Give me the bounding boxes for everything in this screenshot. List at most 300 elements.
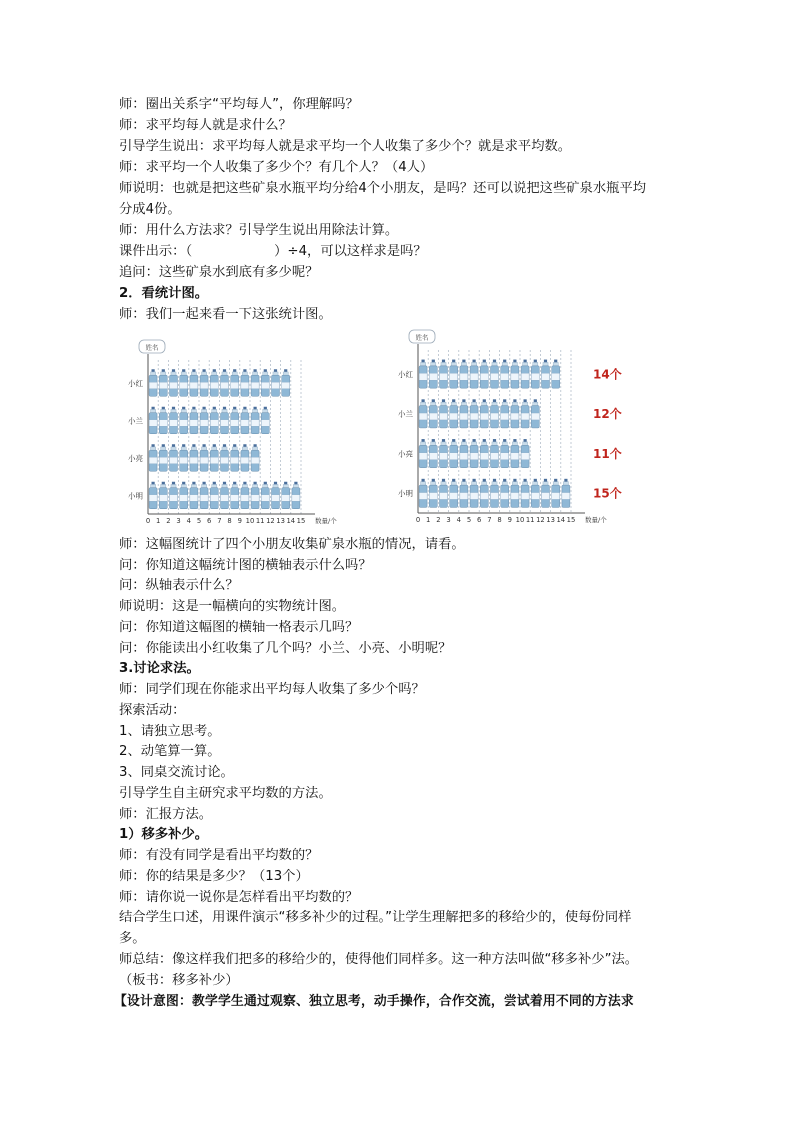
text-line: 师：有没有同学是看出平均数的？: [119, 848, 319, 863]
bottle-mark: [221, 444, 229, 471]
bottle-cap: [152, 444, 155, 447]
bottle-cap: [223, 482, 226, 485]
bottle-cap: [254, 482, 257, 485]
bottle-mark: [261, 369, 269, 396]
bottle-label-band: [241, 420, 249, 426]
bottle-cap: [544, 360, 547, 363]
bottle-label-band: [480, 493, 488, 500]
bottle-label-band: [480, 413, 488, 420]
y-axis-title: 姓名: [145, 343, 159, 352]
bottle-label-band: [429, 373, 437, 380]
bottle-cap: [503, 360, 506, 363]
bottle-mark: [159, 407, 167, 434]
bottle-cap: [452, 439, 455, 442]
bottle-mark: [241, 444, 249, 471]
bottle-label-band: [552, 493, 560, 500]
text-line: 师：求平均每人就是求什么？: [119, 118, 292, 133]
bottle-label-band: [159, 382, 167, 388]
bottle-mark: [251, 444, 259, 471]
text-line: 问：你能读出小红收集了几个吗？小兰、小亮、小明呢？: [119, 640, 452, 656]
bottle-mark: [542, 360, 550, 389]
bottle-cap: [223, 407, 226, 410]
bottle-cap: [192, 407, 195, 410]
bottle-mark: [419, 479, 427, 508]
bottle-cap: [192, 444, 195, 447]
x-tick-label: 12: [266, 517, 275, 525]
bottle-label-band: [460, 453, 468, 460]
bottle-label-band: [261, 495, 269, 501]
bottle-cap: [162, 407, 165, 410]
text-line: 探索活动：: [119, 702, 186, 718]
x-tick-label: 9: [237, 517, 242, 525]
bottle-mark: [159, 482, 167, 509]
bottle-mark: [531, 399, 539, 428]
x-tick-label: 10: [245, 517, 255, 525]
bottle-cap: [223, 369, 226, 372]
bottle-cap: [243, 369, 246, 372]
x-tick-label: 7: [487, 516, 492, 524]
bottle-cap: [213, 407, 216, 410]
x-tick-label: 8: [497, 516, 502, 524]
bottle-label-band: [180, 382, 188, 388]
bottle-cap: [524, 360, 527, 363]
bottle-label-band: [200, 495, 208, 501]
bottle-cap: [172, 369, 175, 372]
bottle-mark: [149, 369, 157, 396]
bottle-mark: [272, 482, 280, 509]
bottle-cap: [534, 360, 537, 363]
bottle-mark: [159, 369, 167, 396]
bottle-label-band: [429, 493, 437, 500]
bottle-label-band: [200, 382, 208, 388]
bottle-label-band: [282, 382, 290, 388]
bottle-cap: [422, 399, 425, 402]
bottle-mark: [251, 482, 259, 509]
ask-line: 追问：这些矿泉水到底有多少呢？: [119, 265, 319, 280]
bottle-mark: [521, 399, 529, 428]
bottle-cap: [162, 482, 165, 485]
bottle-mark: [480, 360, 488, 389]
bottle-cap: [503, 439, 506, 442]
bottle-cap: [483, 399, 486, 402]
bottle-mark: [200, 369, 208, 396]
bottle-label-band: [552, 373, 560, 380]
bottle-mark: [491, 360, 499, 389]
bottle-label-band: [190, 457, 198, 463]
bottle-cap: [203, 444, 206, 447]
bottle-label-band: [419, 453, 427, 460]
bottle-mark: [180, 444, 188, 471]
bottle-mark: [470, 479, 478, 508]
bottle-label-band: [460, 413, 468, 420]
bottle-cap: [264, 369, 267, 372]
bottle-cap: [243, 444, 246, 447]
bottle-label-band: [210, 420, 218, 426]
bottle-label-band: [521, 493, 529, 500]
bottle-cap: [192, 482, 195, 485]
bottle-label-band: [221, 457, 229, 463]
category-label: 小明: [398, 489, 413, 499]
bottle-mark: [241, 407, 249, 434]
text-line: 师：你的结果是多少？（13个）: [119, 868, 309, 884]
data-label: 14个: [593, 367, 622, 382]
bottle-cap: [172, 444, 175, 447]
x-tick-label: 2: [436, 516, 441, 524]
bottle-cap: [254, 444, 257, 447]
formula-prefix: 课件出示：（: [119, 244, 193, 259]
bottle-label-band: [231, 420, 239, 426]
bottle-label-band: [200, 457, 208, 463]
bottle-cap: [513, 479, 516, 482]
bottle-cap: [284, 482, 287, 485]
bottle-mark: [440, 360, 448, 389]
bottle-cap: [564, 479, 567, 482]
bottle-mark: [562, 479, 570, 508]
x-tick-label: 6: [207, 517, 212, 525]
bottle-label-band: [241, 457, 249, 463]
bottle-mark: [241, 482, 249, 509]
bottle-mark: [511, 399, 519, 428]
bottle-label-band: [210, 457, 218, 463]
bottle-mark: [149, 482, 157, 509]
x-tick-label: 5: [196, 517, 202, 525]
bottle-mark: [210, 482, 218, 509]
bottle-label-band: [231, 495, 239, 501]
bottle-mark: [210, 369, 218, 396]
bottle-mark: [149, 444, 157, 471]
bottle-cap: [243, 407, 246, 410]
text-line: 结合学生口述，用课件演示“移多补少的过程。”让学生理解把多的移给少的，使每份同样: [119, 910, 632, 926]
bottle-label-band: [511, 373, 519, 380]
bottle-label-band: [480, 373, 488, 380]
bottle-mark: [221, 369, 229, 396]
bottle-cap: [432, 360, 435, 363]
bottle-mark: [251, 369, 259, 396]
x-tick-label: 15: [296, 517, 306, 525]
bottle-label-band: [491, 373, 499, 380]
bottle-label-band: [491, 453, 499, 460]
bottle-label-band: [210, 382, 218, 388]
bottle-cap: [233, 482, 236, 485]
category-label: 小兰: [128, 416, 143, 426]
bottle-mark: [470, 360, 478, 389]
bottle-mark: [440, 399, 448, 428]
bottle-label-band: [231, 457, 239, 463]
bottle-cap: [182, 444, 185, 447]
bottle-mark: [552, 479, 560, 508]
bottle-cap: [162, 369, 165, 372]
bottle-mark: [450, 399, 458, 428]
x-tick-label: 9: [507, 516, 512, 524]
bottle-mark: [419, 360, 427, 389]
bottle-label-band: [272, 382, 280, 388]
bottle-cap: [182, 369, 185, 372]
bottle-mark: [521, 360, 529, 389]
bottle-label-band: [440, 413, 448, 420]
bottle-mark: [231, 369, 239, 396]
bottle-cap: [213, 369, 216, 372]
data-label: 15个: [593, 486, 622, 501]
bottle-label-band: [521, 373, 529, 380]
bottle-cap: [473, 479, 476, 482]
x-tick-label: 10: [515, 516, 525, 524]
bottle-cap: [534, 399, 537, 402]
bottle-mark: [531, 360, 539, 389]
bottle-mark: [200, 482, 208, 509]
text-line: 师总结：像这样我们把多的移给少的，使得他们同样多。这一种方法叫做“移多补少”法。: [119, 952, 639, 967]
bottle-cap: [243, 482, 246, 485]
bottle-mark: [251, 407, 259, 434]
bottle-label-band: [440, 453, 448, 460]
bottle-mark: [521, 439, 529, 468]
bottle-cap: [493, 399, 496, 402]
bottle-label-band: [491, 493, 499, 500]
category-label: 小亮: [398, 449, 413, 459]
bottle-label-band: [190, 382, 198, 388]
x-tick-label: 15: [566, 516, 576, 524]
bottle-label-band: [491, 413, 499, 420]
bottle-label-band: [210, 495, 218, 501]
bottle-mark: [501, 399, 509, 428]
bottle-label-band: [440, 373, 448, 380]
bottle-cap: [422, 360, 425, 363]
bottle-cap: [182, 407, 185, 410]
bottle-mark: [419, 399, 427, 428]
bottle-label-band: [170, 495, 178, 501]
bottle-mark: [450, 439, 458, 468]
bottle-mark: [261, 482, 269, 509]
bottle-label-band: [221, 420, 229, 426]
bottle-label-band: [149, 420, 157, 426]
bottle-cap: [284, 369, 287, 372]
bottle-cap: [422, 479, 425, 482]
bottle-mark: [511, 479, 519, 508]
bottle-cap: [152, 482, 155, 485]
bottle-cap: [473, 360, 476, 363]
bottle-mark: [231, 482, 239, 509]
bottle-mark: [511, 439, 519, 468]
bottle-label-band: [511, 453, 519, 460]
bottle-cap: [192, 369, 195, 372]
bottle-label-band: [170, 457, 178, 463]
bottle-mark: [292, 482, 300, 509]
bottle-mark: [170, 482, 178, 509]
bottle-cap: [203, 482, 206, 485]
bottle-mark: [190, 369, 198, 396]
bottle-mark: [282, 369, 290, 396]
category-label: 小红: [398, 369, 413, 379]
bottle-label-band: [531, 493, 539, 500]
x-axis-title: 数量/个: [315, 517, 337, 525]
bottle-mark: [221, 482, 229, 509]
bottle-mark: [200, 407, 208, 434]
text-line: 问：你知道这幅图的横轴一格表示几吗？: [119, 619, 359, 635]
bottle-cap: [554, 479, 557, 482]
x-tick-label: 7: [217, 517, 222, 525]
bottle-label-band: [180, 420, 188, 426]
bottle-label-band: [470, 413, 478, 420]
bottle-cap: [213, 482, 216, 485]
text-line: 3、同桌交流讨论。: [119, 765, 234, 781]
bottle-mark: [231, 407, 239, 434]
text-line: 2、动笔算一算。: [119, 744, 221, 760]
bottle-mark: [241, 369, 249, 396]
bottle-label-band: [501, 453, 509, 460]
bottle-label-band: [190, 420, 198, 426]
bottle-label-band: [149, 457, 157, 463]
bottle-cap: [462, 439, 465, 442]
bottle-cap: [254, 369, 257, 372]
bottle-mark: [480, 479, 488, 508]
bottle-cap: [473, 399, 476, 402]
bottle-cap: [233, 444, 236, 447]
bottle-mark: [210, 407, 218, 434]
bottle-cap: [473, 439, 476, 442]
bottle-label-band: [251, 457, 259, 463]
bottle-cap: [432, 439, 435, 442]
bottle-mark: [170, 369, 178, 396]
bottle-mark: [491, 479, 499, 508]
text-line: （板书：移多补少）: [119, 972, 239, 988]
bottle-mark: [231, 444, 239, 471]
bottle-cap: [233, 407, 236, 410]
bottle-mark: [170, 407, 178, 434]
x-tick-label: 4: [186, 517, 191, 525]
bottle-cap: [442, 360, 445, 363]
bottle-mark: [159, 444, 167, 471]
bottle-mark: [501, 479, 509, 508]
bottle-label-band: [180, 457, 188, 463]
x-tick-label: 8: [227, 517, 232, 525]
text-line: 师：求平均一个人收集了多少个？有几个人？（4人）: [119, 160, 434, 175]
bottle-label-band: [159, 420, 167, 426]
bottle-label-band: [419, 493, 427, 500]
bottle-cap: [274, 482, 277, 485]
bottle-label-band: [170, 382, 178, 388]
bottle-mark: [190, 482, 198, 509]
bottle-cap: [483, 479, 486, 482]
bottle-cap: [452, 479, 455, 482]
bottle-mark: [491, 399, 499, 428]
bottle-label-band: [159, 495, 167, 501]
bottle-cap: [432, 399, 435, 402]
bottle-cap: [493, 439, 496, 442]
bottle-cap: [503, 479, 506, 482]
bottle-label-band: [440, 493, 448, 500]
bottle-label-band: [521, 413, 529, 420]
bottle-cap: [452, 360, 455, 363]
section-heading-2: 2．看统计图。: [119, 286, 209, 301]
bottle-label-band: [272, 495, 280, 501]
bottle-mark: [450, 360, 458, 389]
bottle-label-band: [480, 453, 488, 460]
bottle-cap: [493, 479, 496, 482]
bottle-mark: [460, 360, 468, 389]
x-tick-label: 1: [156, 517, 161, 525]
bottle-chart-right: [388, 328, 640, 526]
x-tick-label: 11: [525, 516, 535, 524]
bottle-cap: [274, 369, 277, 372]
text-line: 师说明：也就是把这些矿泉水瓶平均分给4个小朋友，是吗？还可以说把这些矿泉水瓶平均: [119, 181, 647, 196]
bottle-label-band: [450, 453, 458, 460]
bottle-mark: [501, 439, 509, 468]
bottle-label-band: [149, 382, 157, 388]
bottle-label-band: [531, 373, 539, 380]
x-tick-label: 13: [546, 516, 555, 524]
bottle-cap: [524, 479, 527, 482]
section-heading-4: 1）移多补少。: [119, 827, 209, 842]
bottle-mark: [210, 444, 218, 471]
bottle-cap: [544, 479, 547, 482]
bottle-cap: [462, 360, 465, 363]
bottle-mark: [190, 407, 198, 434]
bottle-mark: [272, 369, 280, 396]
bottle-mark: [149, 407, 157, 434]
category-label: 小明: [128, 491, 143, 501]
formula-line: [119, 242, 427, 262]
bottle-mark: [180, 482, 188, 509]
bottle-cap: [462, 399, 465, 402]
bottle-cap: [503, 399, 506, 402]
text-line: 问：纵轴表示什么？: [119, 578, 239, 594]
bottle-mark: [190, 444, 198, 471]
text-line: 多。: [119, 931, 146, 947]
bottle-mark: [501, 360, 509, 389]
bottle-mark: [460, 439, 468, 468]
bottle-label-band: [200, 420, 208, 426]
bottle-cap: [513, 399, 516, 402]
bottle-label-band: [429, 413, 437, 420]
text-line: 1、请独立思考。: [119, 723, 221, 739]
bottle-label-band: [241, 382, 249, 388]
bottle-mark: [480, 439, 488, 468]
bottle-mark: [440, 439, 448, 468]
bottle-cap: [554, 360, 557, 363]
bottle-label-band: [450, 373, 458, 380]
bottle-label-band: [521, 453, 529, 460]
bottle-cap: [162, 444, 165, 447]
bottle-label-band: [470, 373, 478, 380]
bottle-label-band: [460, 373, 468, 380]
bottle-label-band: [261, 420, 269, 426]
text-line: 引导学生自主研究求平均数的方法。: [119, 786, 332, 801]
bottle-cap: [513, 360, 516, 363]
bottle-mark: [460, 399, 468, 428]
text-line: 师：同学们现在你能求出平均每人收集了多少个吗？: [119, 682, 425, 697]
bottle-cap: [172, 482, 175, 485]
bottle-label-band: [170, 420, 178, 426]
bottle-mark: [261, 407, 269, 434]
bottle-cap: [223, 444, 226, 447]
bottle-mark: [180, 369, 188, 396]
x-tick-label: 0: [145, 517, 151, 525]
x-tick-label: 0: [415, 516, 421, 524]
bottle-label-band: [501, 493, 509, 500]
bottle-label-band: [501, 413, 509, 420]
bottle-mark: [491, 439, 499, 468]
data-label: 12个: [593, 407, 622, 422]
bottle-label-band: [159, 457, 167, 463]
bottle-cap: [172, 407, 175, 410]
bottle-cap: [524, 399, 527, 402]
bottle-label-band: [221, 495, 229, 501]
x-axis-title: 数量/个: [585, 516, 607, 524]
text-line: 师：汇报方法。: [119, 806, 213, 822]
category-label: 小亮: [128, 453, 143, 463]
bottle-cap: [462, 479, 465, 482]
text-line: 分成4份。: [119, 202, 181, 217]
bottle-cap: [152, 369, 155, 372]
